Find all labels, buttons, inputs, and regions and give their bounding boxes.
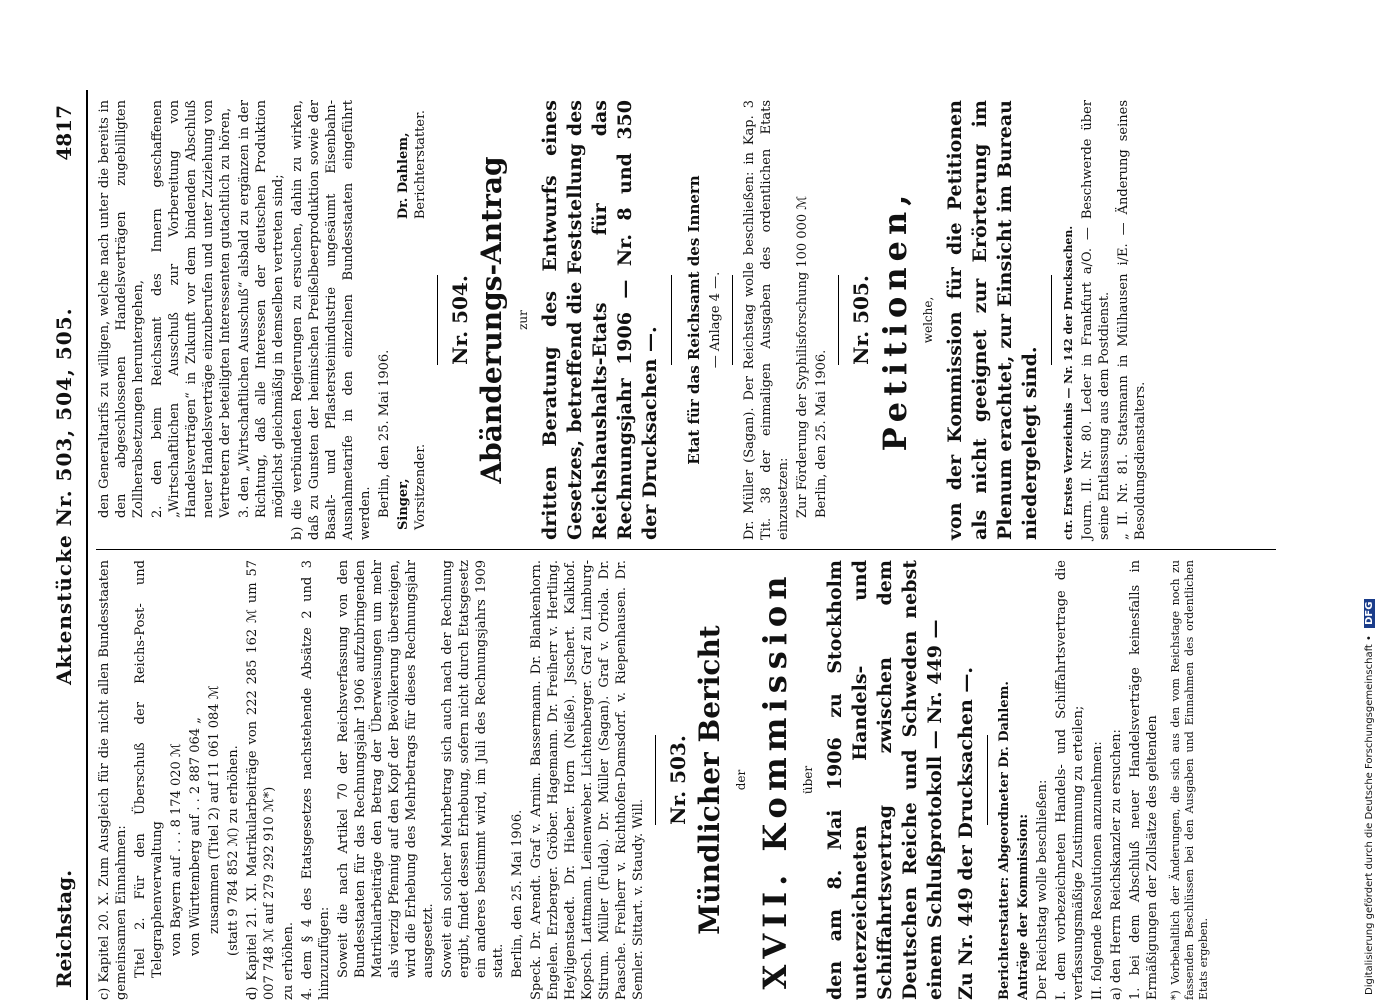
- nr505-entries: [1079, 100, 1149, 540]
- nr503-title: Mündlicher Bericht: [693, 625, 726, 935]
- petition-entry: Journ. II. Nr. 80. Leder in Frankfurt a/O. — Beschwerde über seine Entlassung aus dem Postdienst.: [1080, 100, 1112, 540]
- motion-line: II. folgende Resolutionen anzunehmen:: [1090, 741, 1105, 1000]
- nr504-etat: Etat für das Reichsamt des Innern: [685, 175, 703, 465]
- right-column-text: [96, 100, 393, 540]
- sidebar-credit-text: Digitalisierung gefördert durch die Deutsche Forschungsgemeinschaft •: [1364, 635, 1375, 995]
- petition-entry: „ II. Nr. 81. Statsmann in Mülhausen i/E. — Änderung seines Besoldungsdienstalters.: [1116, 100, 1148, 540]
- nr504-motion: Dr. Müller (Sagan). Der Reichstag wolle beschließen: in Kap. 3 Tit. 38 der einmaligen Ausgaben des ordentlichen Etats einzusetzen:: [742, 100, 791, 540]
- paragraph: Speck. Dr. Arendt. Graf v. Arnim. Bassermann. Dr. Blankenhorn. Engelen. Erzberger. Gröber. Hagemann. Dr. Freiherr v. Hertling. Heyligenstaedt. Dr. Hieber. Horn (Neiße). Jsschert. Kalkhof. Kopsch. Lattmann. Leinenweber. Lichtenberger. Graf zu Limburg-Stirum. Müller (Fulda). Dr. Müller (Sagan). Graf v. Oriola. Dr. Paasche. Freiherr v. Richthofen-Damsdorf. v. Riepenhausen. Dr. Semler. Sittart. v. Staudy. Will.: [529, 560, 646, 1000]
- nr505-text: von der Kommission für die Petitionen als nicht geeignet zur Erörterung im Plenum erachtet, zur Einsicht im Bureau niedergelegt sind.: [944, 100, 1041, 540]
- nr505-welche: welche,: [921, 296, 935, 344]
- signature-left-name: Singer,: [396, 478, 411, 530]
- document-page: [50, 90, 1320, 1000]
- nr503-subject2: Zu Nr. 449 der Drucksachen —.: [955, 667, 977, 1000]
- nr503-number: Nr. 503.: [666, 735, 690, 825]
- paragraph: Soweit die nach Artikel 70 der Reichsverfassung von den Bundesstaaten für das Rechnungsjahr 1906 aufzubringenden Matrikularbeiträge den Betrag der Überweisungen um mehr als vierzig Pfennig auf den Kopf der Bevölkerung übersteigen, wird die Erhebung des Mehrbetrags für dieses Rechnungsjahr ausgesetzt.: [336, 560, 436, 978]
- nr503-commission: XVII. Kommission: [756, 570, 794, 990]
- header-title: Aktenstücke Nr. 503, 504, 505.: [52, 307, 76, 685]
- separator: [437, 275, 438, 365]
- nr505-list-header: ctr. Erstes Verzeichnis — Nr. 142 der Drucksachen.: [1062, 225, 1075, 540]
- paragraph: (statt 9 784 852 ℳ) zu erhöhen.: [226, 745, 241, 956]
- nr504-number: Nr. 504.: [448, 275, 472, 365]
- motion-line: I. dem vorbezeichneten Handels- und Schiffahrtsvertrage die verfassungsmäßige Zustimmung zu erteilen;: [1054, 560, 1086, 1000]
- header-rule: [86, 90, 88, 1000]
- header-left: Reichstag.: [52, 869, 76, 988]
- separator: [1051, 275, 1052, 365]
- paragraph: Titel 2. Für den Überschuß der Reichs-Post- und Telegraphenverwaltung: [133, 560, 165, 978]
- signature-right-name: Dr. Dahlem,: [396, 132, 411, 220]
- nr503-der: der: [734, 769, 748, 791]
- nr503-antraege: Anträge der Kommission:: [1016, 813, 1031, 1000]
- paragraph: 2. den beim Reichsamt des Innern geschaffenen „Wirtschaftlichen Ausschuß zur Vorbereitung von Handelsverträgen“ in Zukunft vor dem bindenden Abschluß neuer Handelsverträge einzuberufen und unter Zuziehung von Vertretern der beteiligten Interessenten gutachtlich zu hören,: [150, 100, 233, 518]
- paragraph: d) Kapitel 21. XI. Matrikularbeiträge von 222 285 162 ℳ um 57 007 748 ℳ auf 279 292 910 ℳ*): [245, 560, 277, 1000]
- nr505-number: Nr. 505.: [849, 275, 873, 365]
- nr503-rapporteur: Berichterstatter: Abgeordneter Dr. Dahlem.: [997, 681, 1012, 1000]
- sidebar-credit-line: [1360, 10, 1380, 995]
- signature-left: [395, 444, 429, 530]
- nr505-title: Petitionen,: [876, 188, 914, 452]
- dfg-logo: DFG: [1364, 599, 1375, 628]
- paragraph: 3. den „Wirtschaftlichen Ausschuß“ alsbald zu ergänzen in der Richtung, daß alle Interessen der deutschen Produktion möglichst gleichmäßig in demselben vertreten sind;: [237, 100, 286, 518]
- separator: [655, 735, 656, 825]
- nr503-ueber: über: [801, 765, 815, 795]
- paragraph: Berlin, den 25. Mai 1906.: [377, 349, 392, 518]
- separator: [987, 735, 988, 825]
- separator: [838, 275, 839, 365]
- paragraph: zu erhöhen.: [281, 921, 296, 1000]
- sidebar-credit: [1360, 10, 1380, 995]
- paragraph: den Generaltarifs zu willigen, welche nach unter die bereits in den abgeschlossenen Handelsverträgen zugebilligten Zollherabsetzungen heruntergehen,: [97, 100, 146, 518]
- signature-right-role: Berichterstatter.: [413, 110, 428, 220]
- paragraph: Soweit ein solcher Mehrbetrag sich auch nach der Rechnung ergibt, findet dessen Erhebung, sofern nicht durch Etatsgesetz ein anderes bestimmt wird, im Juli des Rechnungsjahrs 1909 statt.: [440, 560, 506, 978]
- left-column-text: [96, 560, 647, 1000]
- column-divider: [96, 549, 1276, 550]
- motion-line: Der Reichstag wolle beschließen:: [1035, 779, 1050, 1000]
- paragraph: von Württemberg auf . . 2 887 064 „: [188, 717, 203, 956]
- signature-block: [395, 100, 429, 540]
- footnote: *) Vorbehaltlich der Änderungen, die sich aus den vom Reichstage noch zu fassenden Beschlüssen bei den Ausgaben und Einnahmen des ordentlichen Etats ergeben.: [1169, 560, 1210, 1000]
- nr504-zur: zur: [516, 310, 530, 330]
- page-number: 4817: [52, 105, 76, 161]
- page-header: [50, 90, 80, 1000]
- separator: [671, 275, 672, 365]
- nr504-date: Berlin, den 25. Mai 1906.: [814, 349, 829, 518]
- nr503-motion-lines: [1034, 560, 1161, 1000]
- nr503-subject: den am 8. Mai 1906 zu Stockholm unterzeichneten Handels- und Schiffahrtsvertrag zwischen dem Deutschen Reiche und Schweden nebst einem Schlußprotokoll — Nr. 449 —: [824, 560, 946, 1000]
- motion-line: a) den Herrn Reichskanzler zu ersuchen:: [1109, 729, 1124, 1000]
- paragraph: c) Kapitel 20. X. Zum Ausgleich für die nicht allen Bundesstaaten gemeinsamen Einnahmen:: [97, 560, 129, 1000]
- nr504-text: dritten Beratung des Entwurfs eines Gesetzes, betreffend die Feststellung des Reichshaushalts-Etats für das Rechnungsjahr 1906 — Nr. 8 und 350 der Drucksachen —.: [539, 100, 661, 540]
- signature-left-role: Vorsitzender.: [413, 443, 428, 530]
- right-column: [96, 100, 1151, 540]
- paragraph: Berlin, den 25. Mai 1906.: [510, 809, 525, 978]
- motion-line: 1. bei dem Abschluß neuer Handelsverträge keinesfalls in Ermäßigungen der Zollsätze des geltenden: [1128, 560, 1160, 1000]
- paragraph: b) die verbündeten Regierungen zu ersuchen, dahin zu wirken, daß zu Gunsten der heimischen Preißelbeerproduktion sowie der Basalt- und Pflastersteinindustrie ungesäumt Eisenbahn-Ausnahmetarife in den einzelnen Bundesstaaten eingeführt werden.: [290, 100, 373, 540]
- separator: [732, 275, 733, 365]
- signature-right: [395, 110, 429, 219]
- paragraph: zusammen (Titel 2) auf 11 061 084 ℳ: [207, 685, 222, 934]
- left-column: [96, 560, 1213, 1000]
- paragraph: 4. dem § 4 des Etatsgesetzes nachstehende Absätze 2 und 3 hinzuzufügen:: [300, 560, 332, 1000]
- nr504-anlage: — Anlage 4 —.: [708, 271, 723, 369]
- paragraph: von Bayern auf . . . 8 174 020 ℳ: [169, 743, 184, 956]
- nr504-title: Abänderungs-Antrag: [475, 156, 508, 484]
- nr504-item: Zur Förderung der Syphilisforschung 100 000 ℳ: [795, 195, 810, 518]
